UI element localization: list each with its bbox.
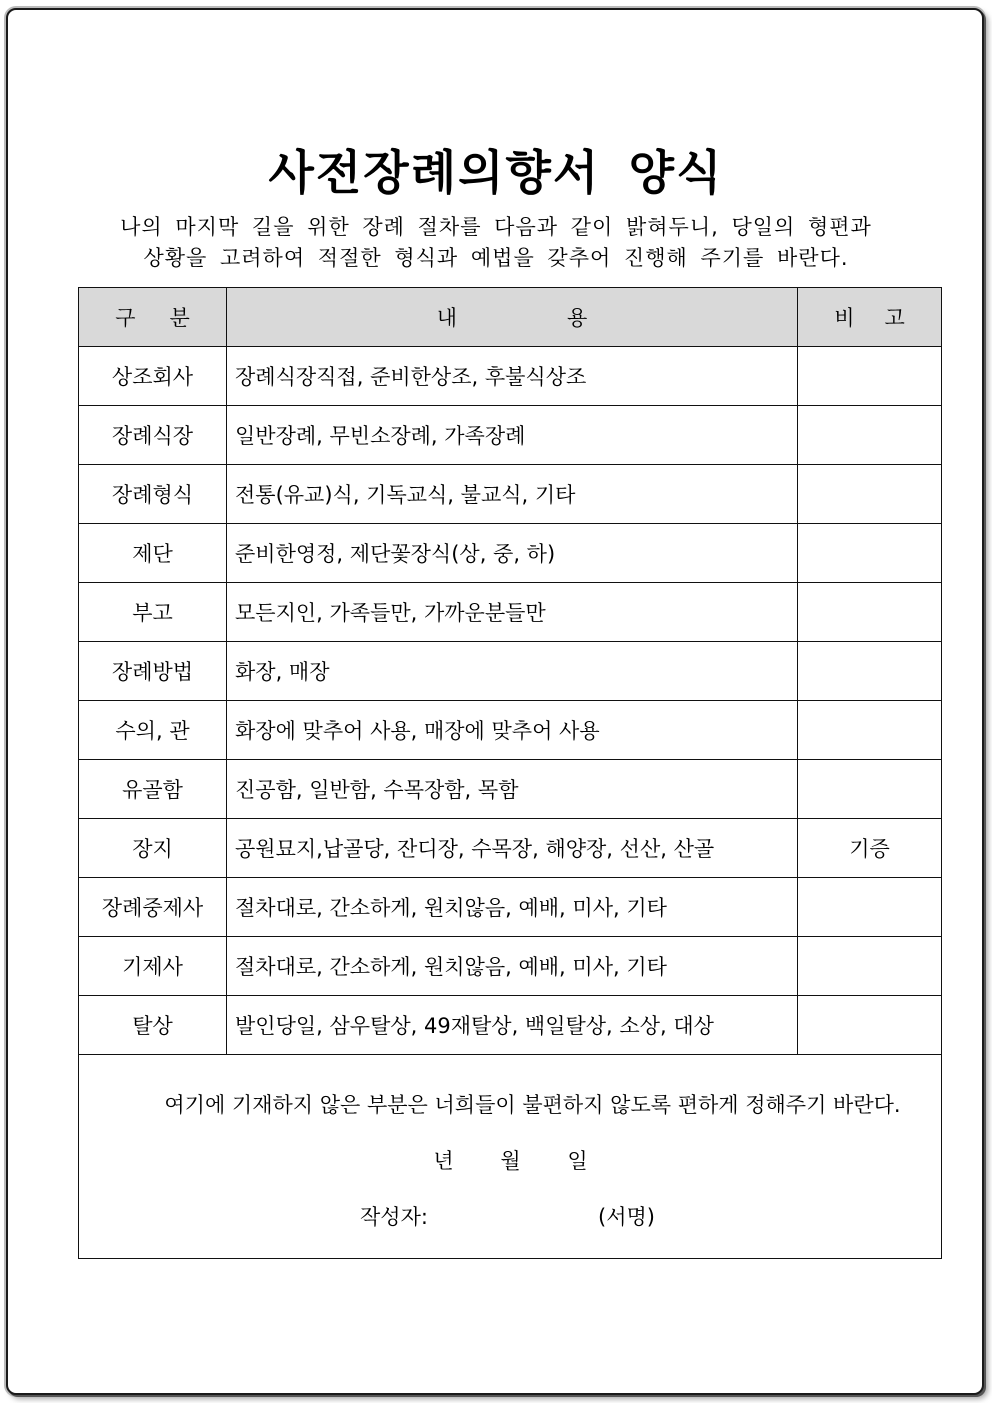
row-category: 장례중제사 [79,878,227,937]
row-category: 장지 [79,819,227,878]
footer-note: 여기에 기재하지 않은 부분은 너희들이 불편하지 않도록 편하게 정해주기 바란다. [164,1093,901,1117]
row-category: 장례식장 [79,406,227,465]
row-content: 공원묘지,납골당, 잔디장, 수목장, 해양장, 선산, 산골 [227,819,798,878]
row-category: 부고 [79,583,227,642]
table-row [79,524,942,583]
row-note [798,996,942,1055]
table-row [79,583,942,642]
row-note [798,701,942,760]
row-note [798,347,942,406]
row-content: 일반장례, 무빈소장례, 가족장례 [227,406,798,465]
row-content: 진공함, 일반함, 수목장함, 목함 [227,760,798,819]
table-row [79,701,942,760]
row-category: 장례방법 [79,642,227,701]
header-category: 구분 [79,288,227,347]
row-note [798,878,942,937]
intro-line-2: 상황을 고려하여 적절한 형식과 예법을 갖추어 진행해 주기를 바란다. [143,246,849,270]
row-content: 절차대로, 간소하게, 원치않음, 예배, 미사, 기타 [227,937,798,996]
row-note [798,524,942,583]
table-row [79,819,942,878]
row-content: 발인당일, 삼우탈상, 49재탈상, 백일탈상, 소상, 대상 [227,996,798,1055]
row-category: 탈상 [79,996,227,1055]
row-content: 화장에 맞추어 사용, 매장에 맞추어 사용 [227,701,798,760]
row-category: 장례형식 [79,465,227,524]
intro-line-1: 나의 마지막 길을 위한 장례 절차를 다음과 같이 밝혀두니, 당일의 형편과 [120,215,872,239]
funeral-form-table [78,287,942,1259]
row-content: 준비한영정, 제단꽃장식(상, 중, 하) [227,524,798,583]
table-row [79,760,942,819]
table-footer-row [79,1055,942,1259]
row-note [798,583,942,642]
row-content: 화장, 매장 [227,642,798,701]
row-note: 기증 [798,819,942,878]
row-content: 모든지인, 가족들만, 가까운분들만 [227,583,798,642]
row-note [798,406,942,465]
document-title: 사전장례의향서 양식 [268,146,724,201]
header-note: 비고 [798,288,942,347]
signature-label: (서명) [598,1205,655,1229]
row-note [798,937,942,996]
table-row [79,406,942,465]
footer-cell [79,1055,942,1259]
table-row [79,996,942,1055]
row-category: 제단 [79,524,227,583]
header-content: 내용 [227,288,798,347]
row-category: 유골함 [79,760,227,819]
date-line: 년 월 일 [433,1149,588,1173]
author-label: 작성자: [360,1205,428,1229]
row-content: 전통(유교)식, 기독교식, 불교식, 기타 [227,465,798,524]
row-note [798,642,942,701]
table-row [79,642,942,701]
row-category: 수의, 관 [79,701,227,760]
row-note [798,465,942,524]
row-content: 절차대로, 간소하게, 원치않음, 예배, 미사, 기타 [227,878,798,937]
table-row [79,465,942,524]
table-row [79,878,942,937]
table-row [79,937,942,996]
table-header-row [79,288,942,347]
row-content: 장례식장직접, 준비한상조, 후불식상조 [227,347,798,406]
row-note [798,760,942,819]
table-row [79,347,942,406]
row-category: 상조회사 [79,347,227,406]
row-category: 기제사 [79,937,227,996]
